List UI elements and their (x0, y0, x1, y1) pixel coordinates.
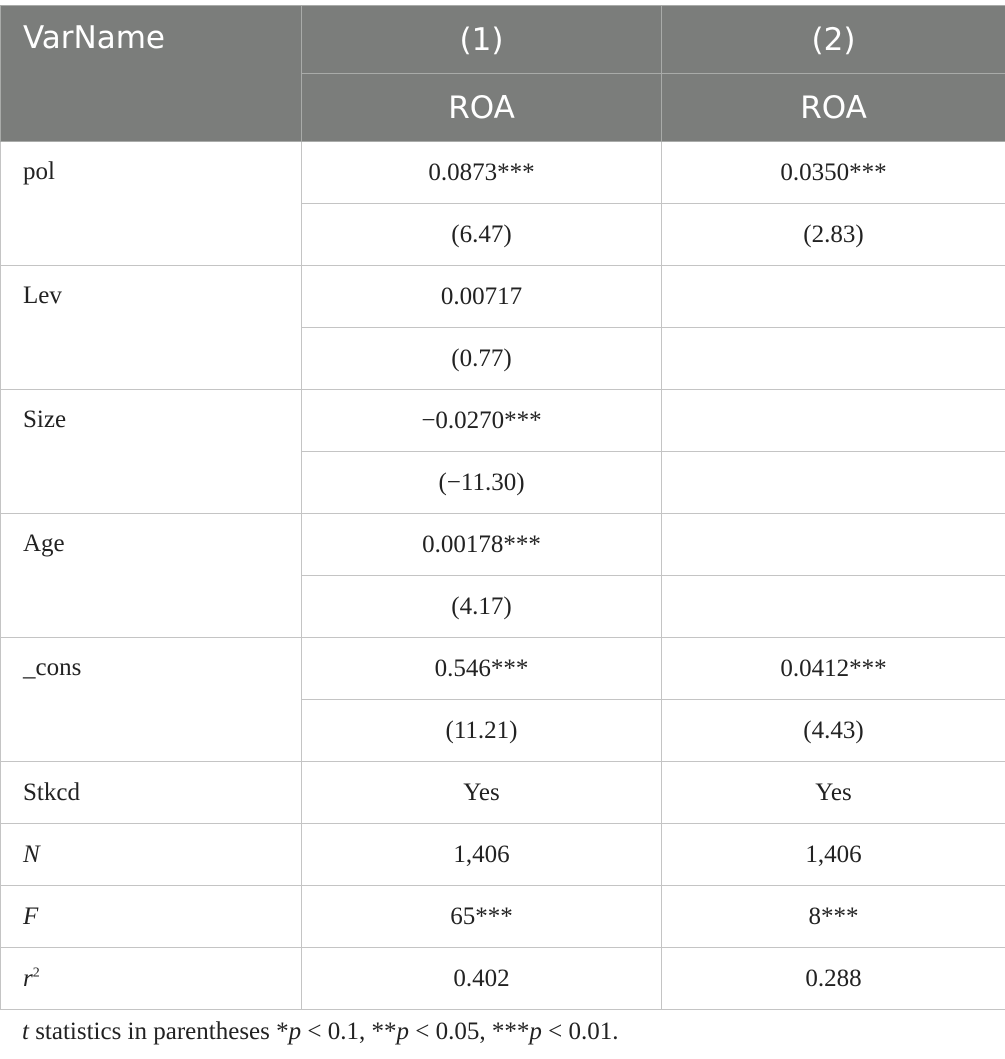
footnote-p: p (288, 1018, 302, 1045)
stat-value: 8*** (662, 886, 1005, 948)
variable-name: pol (1, 142, 302, 266)
varname-header: VarName (1, 6, 302, 142)
t-stat-cell: (4.17) (302, 576, 662, 638)
regression-table (0, 5, 1005, 1010)
dependent-var-2: ROA (662, 74, 1005, 142)
stat-name: F (1, 886, 302, 948)
t-stat-cell: (6.47) (302, 204, 662, 266)
table-footnote (22, 1018, 618, 1046)
stat-row (1, 762, 1005, 824)
coefficient-cell: 0.546*** (302, 638, 662, 700)
stat-row (1, 948, 1005, 1010)
coefficient-cell: 0.0412*** (662, 638, 1005, 700)
t-stat-cell: (4.43) (662, 700, 1005, 762)
stat-value: Yes (302, 762, 662, 824)
coefficient-cell: 0.0350*** (662, 142, 1005, 204)
variable-name: Lev (1, 266, 302, 390)
stat-value: 0.402 (302, 948, 662, 1010)
coefficient-cell (662, 390, 1005, 452)
footnote-p: p (396, 1018, 409, 1045)
footnote-text: < 0.01. (541, 1018, 619, 1045)
stat-value: 0.288 (662, 948, 1005, 1010)
t-stat-cell: (0.77) (302, 328, 662, 390)
variable-name: _cons (1, 638, 302, 762)
column-2-header: (2) (662, 6, 1005, 74)
stat-name (1, 948, 302, 1010)
stat-row (1, 886, 1005, 948)
t-stat-cell (662, 576, 1005, 638)
table-row (1, 142, 1005, 204)
t-stat-cell: (2.83) (662, 204, 1005, 266)
coefficient-cell: −0.0270*** (302, 390, 662, 452)
variable-name: Age (1, 514, 302, 638)
stat-row (1, 824, 1005, 886)
r-squared-superscript: 2 (32, 965, 40, 981)
footnote-text: < 0.1, ** (301, 1018, 397, 1045)
table-row (1, 514, 1005, 576)
coefficient-cell (662, 514, 1005, 576)
header-row-columns (1, 6, 1005, 74)
footnote-text: statistics in parentheses * (28, 1018, 289, 1045)
footnote-t: t (22, 1018, 29, 1045)
stat-name: N (1, 824, 302, 886)
variable-name: Size (1, 390, 302, 514)
footnote-p: p (529, 1018, 542, 1045)
coefficient-cell: 0.00717 (302, 266, 662, 328)
stat-value: 1,406 (662, 824, 1005, 886)
column-1-header: (1) (302, 6, 662, 74)
t-stat-cell (662, 328, 1005, 390)
dependent-var-1: ROA (302, 74, 662, 142)
coefficient-cell (662, 266, 1005, 328)
table-row (1, 638, 1005, 700)
t-stat-cell (662, 452, 1005, 514)
t-stat-cell: (11.21) (302, 700, 662, 762)
table-row (1, 390, 1005, 452)
stat-name: Stkcd (1, 762, 302, 824)
r-squared-base: r (23, 964, 33, 992)
stat-value: Yes (662, 762, 1005, 824)
t-stat-cell: (−11.30) (302, 452, 662, 514)
stat-value: 1,406 (302, 824, 662, 886)
table-row (1, 266, 1005, 328)
coefficient-cell: 0.0873*** (302, 142, 662, 204)
coefficient-cell: 0.00178*** (302, 514, 662, 576)
footnote-text: < 0.05, *** (408, 1018, 530, 1045)
stat-value: 65*** (302, 886, 662, 948)
